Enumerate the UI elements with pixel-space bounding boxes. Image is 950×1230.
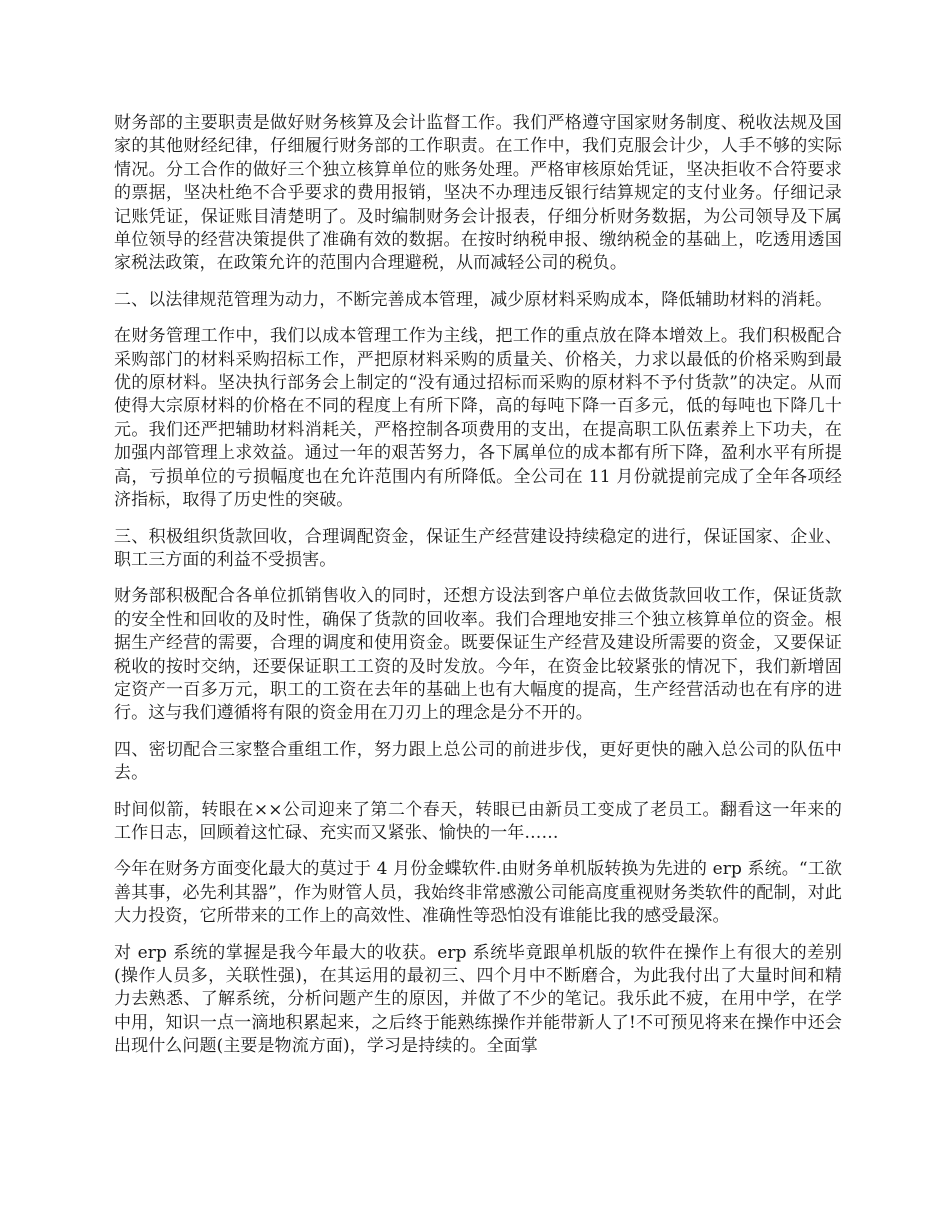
document-body <box>114 112 842 1072</box>
heading-section-2: 二、以法律规范管理为动力，不断完善成本管理，减少原材料采购成本，降低辅助材料的消耗。 <box>114 289 833 310</box>
paragraph-erp-switch: 今年在财务方面变化最大的莫过于 4 月份金蝶软件.由财务单机版转换为先进的 erp 系统。“工欲善其事，必先利其器”，作为财管人员，我始终非常感激公司能高度重视财务类软件的配制，对此大力投资，它所带来的工作上的高效性、准确性等恐怕没有谁能比我的感受最深。 <box>114 859 842 927</box>
heading-section-3: 三、积极组织货款回收，合理调配资金，保证生产经营建设持续稳定的进行，保证国家、企业、职工三方面的利益不受损害。 <box>114 526 842 570</box>
paragraph-cost-management: 在财务管理工作中，我们以成本管理工作为主线，把工作的重点放在降本增效上。我们积极配合采购部门的材料采购招标工作，严把原材料采购的质量关、价格关，力求以最低的价格采购到最优的原材料。坚决执行部务会上制定的“没有通过招标而采购的原材料不予付货款”的决定。从而使得大宗原材料的价格在不同的程度上有所下降，高的每吨下降一百多元，低的每吨也下降几十元。我们还严把辅助材料消耗关，严格控制各项费用的支出，在提高职工队伍素养上下功夫，在加强内部管理上求效益。通过一年的艰苦努力，各下属单位的成本都有所下降，盈利水平有所提高，亏损单位的亏损幅度也在允许范围内有所降低。全公司在 11 月份就提前完成了全年各项经济指标，取得了历史性的突破。 <box>114 326 842 511</box>
paragraph-year-review: 时间似箭，转眼在××公司迎来了第二个春天，转眼已由新员工变成了老员工。翻看这一年来的工作日志，回顾着这忙碌、充实而又紧张、愉快的一年…… <box>114 799 842 843</box>
paragraph-erp-learning: 对 erp 系统的掌握是我今年最大的收获。erp 系统毕竟跟单机版的软件在操作上有很大的差别(操作人员多，关联性强)，在其运用的最初三、四个月中不断磨合，为此我付出了大量时间和精力去熟悉、了解系统，分析问题产生的原因，并做了不少的笔记。我乐此不疲，在用中学，在学中用，知识一点一滴地积累起来，之后终于能熟练操作并能带新人了!不可预见将来在操作中还会出现什么问题(主要是物流方面)，学习是持续的。全面掌 <box>114 942 842 1057</box>
paragraph-payment-collection: 财务部积极配合各单位抓销售收入的同时，还想方设法到客户单位去做货款回收工作，保证货款的安全性和回收的及时性，确保了货款的回收率。我们合理地安排三个独立核算单位的资金。根据生产经营的需要，合理的调度和使用资金。既要保证生产经营及建设所需要的资金，又要保证税收的按时交纳，还要保证职工工资的及时发放。今年，在资金比较紧张的情况下，我们新增固定资产一百多万元，职工的工资在去年的基础上也有大幅度的提高，生产经营活动也在有序的进行。这与我们遵循将有限的资金用在刀刃上的理念是分不开的。 <box>114 586 842 724</box>
paragraph-finance-duties: 财务部的主要职责是做好财务核算及会计监督工作。我们严格遵守国家财务制度、税收法规及国家的其他财经纪律，仔细履行财务部的工作职责。在工作中，我们克服会计少，人手不够的实际情况。分工合作的做好三个独立核算单位的账务处理。严格审核原始凭证，坚决拒收不合符要求的票据，坚决杜绝不合乎要求的费用报销，坚决不办理违反银行结算规定的支付业务。仔细记录记账凭证，保证账目清楚明了。及时编制财务会计报表，仔细分析财务数据，为公司领导及下属单位领导的经营决策提供了准确有效的数据。在按时纳税申报、缴纳税金的基础上，吃透用透国家税法政策，在政策允许的范围内合理避税，从而减轻公司的税负。 <box>114 113 842 274</box>
heading-section-4: 四、密切配合三家整合重组工作，努力跟上总公司的前进步伐，更好更快的融入总公司的队伍中去。 <box>114 739 842 784</box>
